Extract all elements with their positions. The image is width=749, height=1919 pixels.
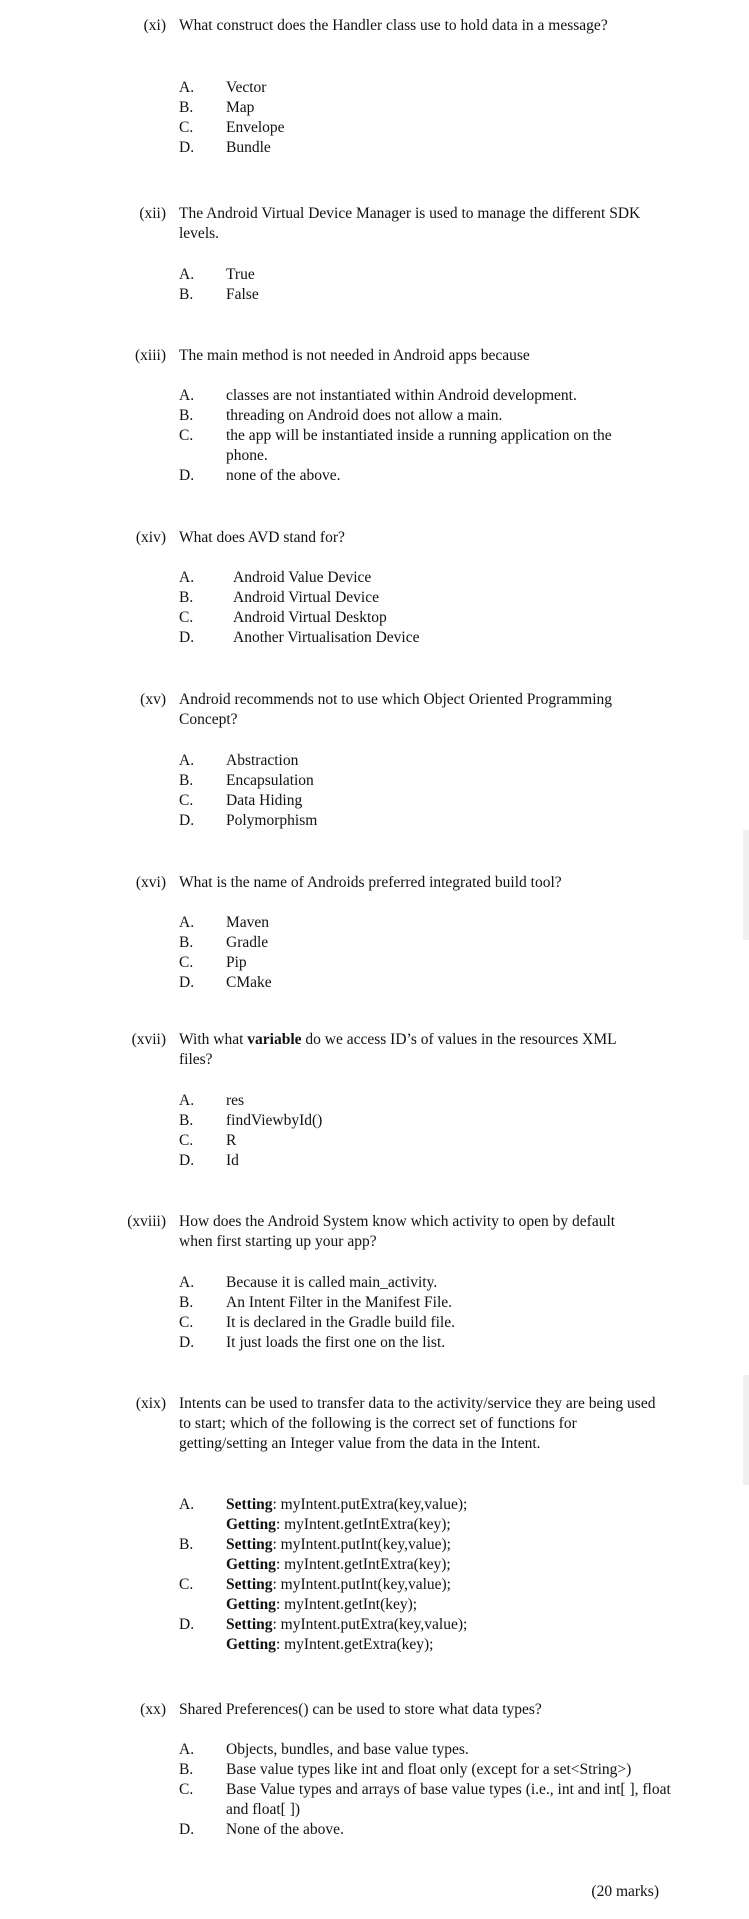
option-d: D. Polymorphism — [179, 812, 318, 829]
options-list — [179, 265, 679, 305]
option-a: A. Objects, bundles, and base value types. — [179, 1741, 469, 1758]
getting-label: Getting — [226, 1516, 276, 1533]
setting-label: Setting — [226, 1616, 273, 1633]
question-text: Android recommends not to use which Object Oriented Programming Concept? — [179, 691, 613, 728]
option-d: D. Id — [179, 1152, 239, 1169]
page-edge-shadow — [743, 1375, 749, 1485]
getting-label: Getting — [226, 1636, 276, 1653]
option-c: C. Data Hiding — [179, 792, 303, 809]
question-number: (xvi) — [135, 874, 166, 891]
option-a: A. Abstraction — [179, 752, 299, 769]
question-number: (xv) — [140, 691, 166, 708]
getting-label: Getting — [226, 1556, 276, 1573]
option-d: D. CMake — [179, 974, 272, 991]
option-d: D. It just loads the first one on the list. — [179, 1334, 446, 1351]
setting-label: Setting — [226, 1536, 273, 1553]
options-list — [179, 1740, 679, 1840]
option-b: B. Map — [179, 99, 255, 116]
option-c: C. Setting: myIntent.putInt(key,value); Getting: myIntent.getInt(key); — [179, 1576, 451, 1613]
options-list — [179, 1273, 679, 1353]
page-edge-shadow — [743, 830, 749, 940]
option-c: C. Android Virtual Desktop — [179, 609, 387, 626]
option-c: C. Envelope — [179, 119, 285, 136]
question-text: What construct does the Handler class use to hold data in a message? — [179, 17, 608, 34]
question-text: With what variable do we access ID’s of values in the resources XML files? — [179, 1031, 617, 1068]
options-list — [179, 1495, 679, 1655]
option-d: D. none of the above. — [179, 467, 341, 484]
setting-label: Setting — [226, 1496, 273, 1513]
question-number: (xviii) — [127, 1213, 166, 1230]
option-a: A. Vector — [179, 79, 267, 96]
option-b: B. Gradle — [179, 934, 269, 951]
option-b: B. threading on Android does not allow a main. — [179, 407, 503, 424]
options-list — [179, 751, 679, 831]
option-b: B. An Intent Filter in the Manifest File. — [179, 1294, 453, 1311]
question-number: (xix) — [135, 1395, 166, 1412]
getting-label: Getting — [226, 1596, 276, 1613]
setting-label: Setting — [226, 1576, 273, 1593]
option-d: D. None of the above. — [179, 1821, 344, 1838]
option-c: C. Base Value types and arrays of base value types (i.e., int and int[ ], float and float[ ]) — [179, 1781, 671, 1818]
option-a: A. classes are not instantiated within Android development. — [179, 387, 577, 404]
question-text: Shared Preferences() can be used to store what data types? — [179, 1701, 542, 1718]
question-text: The Android Virtual Device Manager is used to manage the different SDK levels. — [179, 205, 641, 242]
option-b: B. findViewbyId() — [179, 1112, 323, 1129]
option-a: A. True — [179, 266, 255, 283]
option-c: C. the app will be instantiated inside a running application on the phone. — [179, 427, 612, 464]
question-text: The main method is not needed in Android apps because — [179, 347, 530, 364]
question-number: (xiv) — [135, 529, 166, 546]
options-list — [179, 913, 679, 993]
option-b: B. Android Virtual Device — [179, 589, 379, 606]
question-text: Intents can be used to transfer data to the activity/service they are being used to start; which of the following is the correct set of functions for getting/setting an Integer value from the data in the Intent. — [179, 1395, 656, 1452]
option-b: B. Base value types like int and float only (except for a set<String>) — [179, 1761, 632, 1778]
total-marks: (20 marks) — [591, 1883, 659, 1900]
question-number: (xiii) — [135, 347, 166, 364]
option-d: D. Another Virtualisation Device — [179, 629, 420, 646]
question-text: How does the Android System know which activity to open by default when first starting up your app? — [179, 1213, 616, 1250]
question-text: What does AVD stand for? — [179, 529, 345, 546]
option-a: A. Android Value Device — [179, 569, 372, 586]
option-a: A. Because it is called main_activity. — [179, 1274, 438, 1291]
question-text: What is the name of Androids preferred integrated build tool? — [179, 874, 562, 891]
question-number: (xi) — [143, 17, 166, 34]
option-c: C. R — [179, 1132, 237, 1149]
options-list — [179, 78, 679, 158]
option-d: D. Setting: myIntent.putExtra(key,value); Getting: myIntent.getExtra(key); — [179, 1616, 468, 1653]
question-number: (xx) — [140, 1701, 166, 1718]
question-number: (xvii) — [131, 1031, 166, 1048]
option-b: B. Encapsulation — [179, 772, 314, 789]
option-a: A. Maven — [179, 914, 270, 931]
bold-keyword: variable — [247, 1031, 302, 1048]
options-list — [179, 568, 679, 648]
option-a: A. Setting: myIntent.putExtra(key,value); Getting: myIntent.getIntExtra(key); — [179, 1496, 468, 1533]
options-list — [179, 1091, 679, 1171]
option-b: B. False — [179, 286, 259, 303]
option-a: A. res — [179, 1092, 245, 1109]
option-c: C. It is declared in the Gradle build file. — [179, 1314, 455, 1331]
option-d: D. Bundle — [179, 139, 271, 156]
options-list — [179, 386, 679, 486]
option-b: B. Setting: myIntent.putInt(key,value); Getting: myIntent.getIntExtra(key); — [179, 1536, 451, 1573]
option-c: C. Pip — [179, 954, 247, 971]
question-number: (xii) — [139, 205, 166, 222]
